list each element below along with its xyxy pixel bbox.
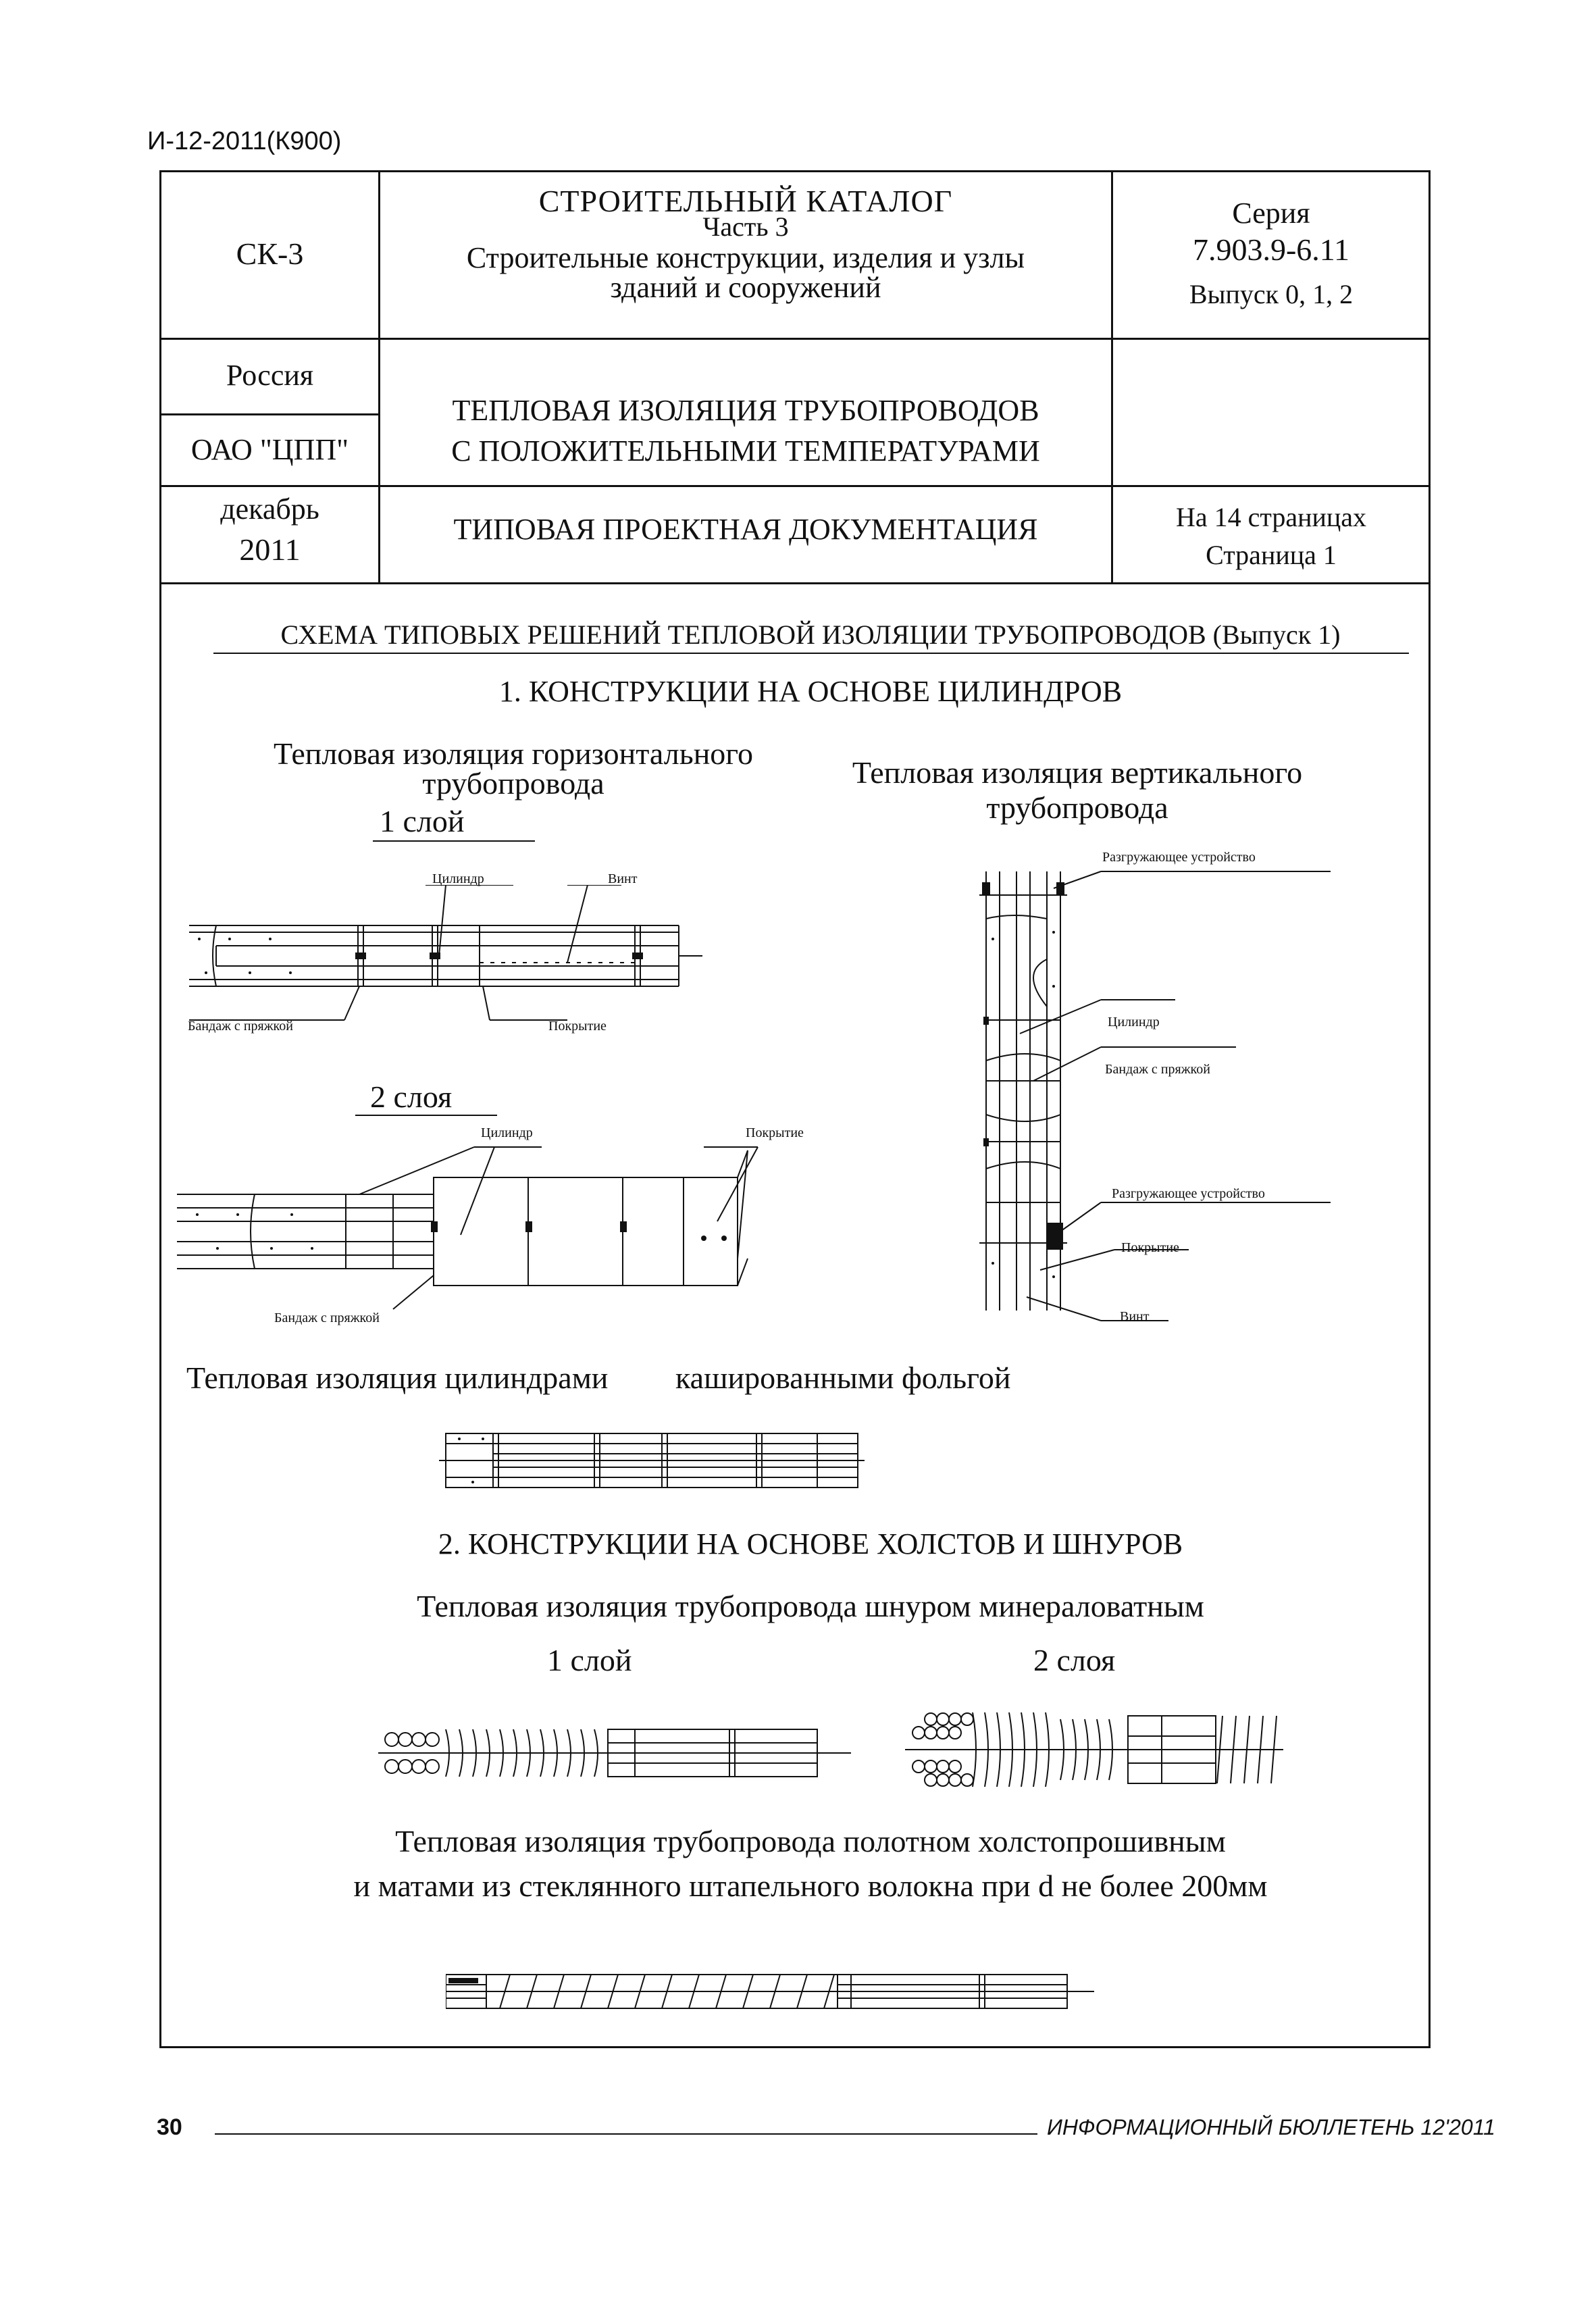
label-coating-1: Покрытие: [548, 1019, 607, 1034]
layers-2-underline: [355, 1115, 497, 1116]
grid-line: [159, 413, 380, 415]
section-2-title: 2. КОНСТРУКЦИИ НА ОСНОВЕ ХОЛСТОВ И ШНУРОВ: [438, 1527, 1183, 1560]
label-cylinder-1: Цилиндр: [432, 871, 484, 886]
foil-title-b: кашированными фольгой: [675, 1361, 1011, 1395]
label-bandage-2: Бандаж с пряжкой: [274, 1311, 380, 1325]
pages-total: На 14 страницах: [1175, 502, 1367, 532]
series-number: 7.903.9-6.11: [1192, 232, 1350, 267]
vertical-pipe-drawing: [966, 858, 1344, 1331]
vertical-title-2: трубопровода: [986, 790, 1168, 825]
vertical-title: [814, 755, 1341, 825]
grid-line: [159, 338, 1431, 340]
foil-title-a: Тепловая изоляция цилиндрами: [186, 1361, 609, 1395]
date-year: 2011: [239, 532, 301, 567]
pages-block: [1113, 503, 1429, 570]
catalog-title: СТРОИТЕЛЬНЫЙ КАТАЛОГ: [538, 184, 953, 218]
label-coating-3: Покрытие: [1121, 1240, 1179, 1255]
bulletin-title: ИНФОРМАЦИОННЫЙ БЮЛЛЕТЕНЬ 12'2011: [1047, 2115, 1495, 2139]
catalog-title-block: [380, 184, 1111, 304]
foil-cylinders-drawing: [439, 1427, 865, 1494]
date-block: [161, 493, 378, 567]
cord-1-layer-drawing: [378, 1716, 851, 1790]
canvas-title-1: Тепловая изоляция трубопровода полотном холстопрошивным: [395, 1824, 1226, 1858]
series-issues: Выпуск 0, 1, 2: [1189, 279, 1354, 309]
layers-2-label: 2 слоя: [370, 1079, 453, 1114]
cord-layers-2: 2 слоя: [1033, 1643, 1116, 1677]
organization: ОАО "ЦПП": [190, 433, 349, 466]
scheme-title: СХЕМА ТИПОВЫХ РЕШЕНИЙ ТЕПЛОВОЙ ИЗОЛЯЦИИ ТРУБОПРОВОДОВ (Выпуск 1): [280, 619, 1341, 650]
canvas-mat-drawing: [446, 1964, 1094, 2018]
subject-line-2: С ПОЛОЖИТЕЛЬНЫМИ ТЕМПЕРАТУРАМИ: [451, 434, 1040, 467]
document-code: И-12-2011(К900): [147, 127, 342, 155]
country: Россия: [226, 359, 314, 392]
date-month: декабрь: [220, 492, 319, 526]
grid-line: [159, 485, 1431, 487]
subject-line-1: ТЕПЛОВАЯ ИЗОЛЯЦИЯ ТРУБОПРОВОДОВ: [452, 394, 1039, 427]
horizontal-pipe-2-layers-drawing: [177, 1140, 771, 1316]
page-number-in-doc: Страница 1: [1206, 540, 1337, 570]
horizontal-title-2: трубопровода: [422, 766, 604, 800]
section-1-title: 1. КОНСТРУКЦИИ НА ОСНОВЕ ЦИЛИНДРОВ: [498, 675, 1123, 708]
horizontal-title-1: Тепловая изоляция горизонтального: [273, 736, 754, 771]
label-cylinder-2: Цилиндр: [481, 1125, 533, 1140]
document-type: ТИПОВАЯ ПРОЕКТНАЯ ДОКУМЕНТАЦИЯ: [453, 513, 1038, 546]
label-bandage-1: Бандаж с пряжкой: [188, 1019, 293, 1034]
catalog-part-title-2: зданий и сооружений: [610, 271, 881, 304]
label-cylinder-3: Цилиндр: [1108, 1015, 1160, 1030]
cord-2-layers-drawing: [905, 1706, 1283, 1794]
label-unloading-2: Разгружающее устройство: [1112, 1186, 1265, 1201]
layer-1-underline: [373, 840, 535, 842]
horizontal-title: [216, 736, 810, 800]
scheme-title-underline: [213, 653, 1409, 654]
cord-title: Тепловая изоляция трубопровода шнуром минераловатным: [417, 1589, 1204, 1623]
vertical-title-1: Тепловая изоляция вертикального: [852, 755, 1303, 790]
catalog-part: Часть 3: [702, 211, 789, 242]
catalog-code: СК-3: [236, 236, 304, 271]
grid-line: [159, 582, 1431, 584]
catalog-part-title-1: Строительные конструкции, изделия и узлы: [466, 241, 1025, 274]
label-screw-1: Винт: [608, 871, 638, 886]
layer-1-label: 1 слой: [380, 804, 465, 838]
label-screw-2: Винт: [1120, 1309, 1150, 1324]
series-label: Серия: [1232, 197, 1310, 230]
series-block: [1113, 197, 1429, 309]
label-coating-2: Покрытие: [746, 1125, 804, 1140]
label-unloading-1: Разгружающее устройство: [1102, 850, 1256, 865]
footer-rule: [215, 2133, 1037, 2135]
horizontal-pipe-1-layer-drawing: [189, 885, 702, 1034]
label-bandage-3: Бандаж с пряжкой: [1105, 1062, 1210, 1077]
subject-block: [380, 395, 1111, 467]
canvas-title-2: и матами из стеклянного штапельного волокна при d не более 200мм: [353, 1869, 1268, 1903]
page-number: 30: [157, 2114, 182, 2140]
cord-layer-1: 1 слой: [547, 1643, 632, 1677]
